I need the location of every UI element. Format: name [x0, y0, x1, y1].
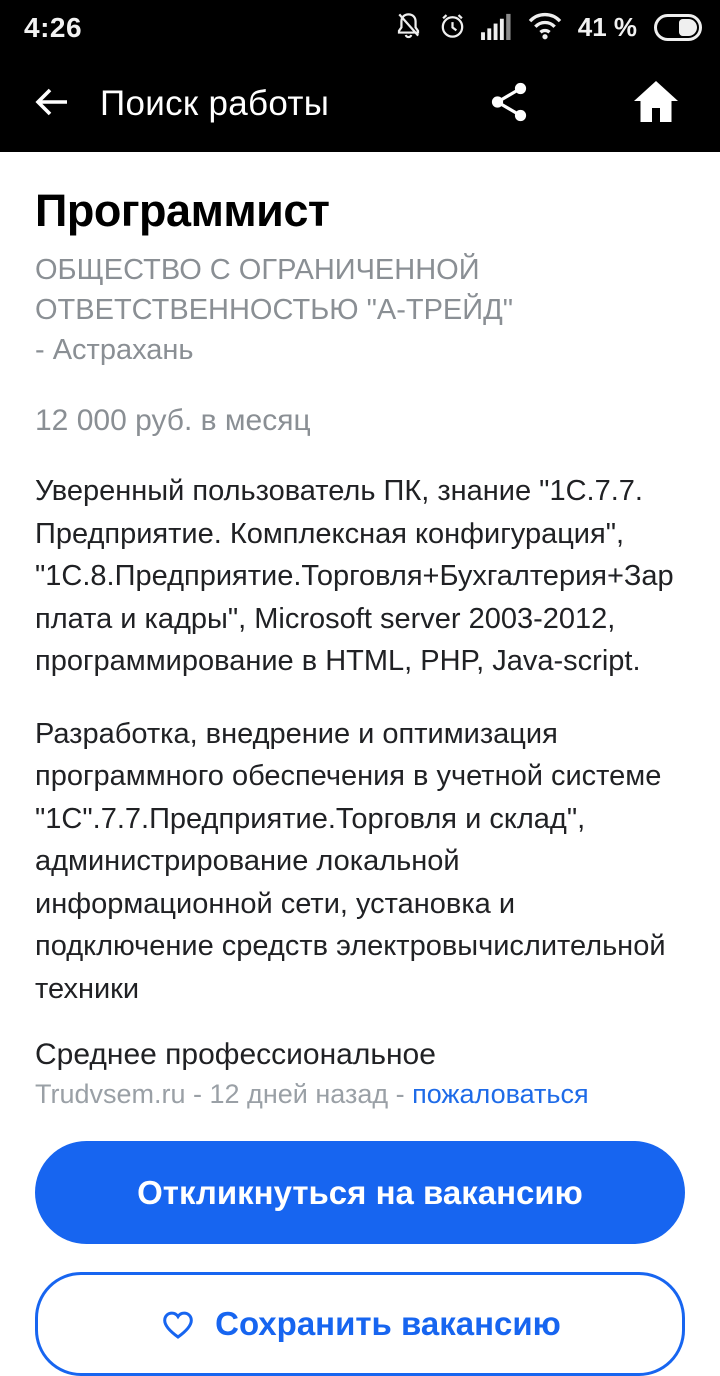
home-button[interactable] — [629, 75, 683, 132]
share-icon — [486, 79, 532, 128]
report-link[interactable]: пожаловаться — [412, 1079, 589, 1109]
job-description-2: Разработка, внедрение и оптимизация программного обеспечения в учетной системе "1С".7.7.Предприятие.Торговля и склад", администрирование локальной информационной сети, установка и подключение средств электровычислительной техники — [35, 717, 666, 1005]
status-bar — [0, 0, 720, 55]
education-level: Среднее профессиональное — [35, 1038, 436, 1071]
app-bar — [0, 55, 720, 152]
job-salary: 12 000 руб. в месяц — [35, 404, 311, 437]
save-button-label: Сохранить вакансию — [215, 1305, 561, 1342]
source-meta: Trudvsem.ru - 12 дней назад - — [35, 1079, 413, 1109]
company-name: ОБЩЕСТВО С ОГРАНИЧЕННОЙ ОТВЕТСТВЕННОСТЬЮ "А-ТРЕЙД" — [35, 254, 514, 326]
job-description-1: Уверенный пользователь ПК, знание "1С.7.7. Предприятие. Комплексная конфигурация", "1С.8.Предприятие.Торговля+Бухгалтерия+Зарплата и кадры", Microsoft server 2003-2012, программирование в HTML, PHP, Java-script. — [35, 475, 674, 677]
clock-text: 4:26 — [24, 11, 83, 43]
back-arrow-icon — [28, 79, 74, 128]
job-title: Программист — [35, 185, 330, 236]
job-location: - Астрахань — [35, 334, 194, 366]
share-button[interactable] — [486, 79, 532, 128]
back-button[interactable] — [28, 79, 74, 128]
heart-icon — [159, 1305, 197, 1343]
signal-strength-icon — [481, 11, 514, 45]
home-icon — [629, 75, 683, 132]
notifications-muted-icon — [393, 10, 424, 46]
battery-percent-text: 41 % — [577, 12, 637, 42]
page-title: Поиск работы — [100, 83, 330, 123]
job-details — [0, 186, 720, 1376]
apply-button[interactable]: Откликнуться на вакансию — [35, 1141, 685, 1244]
status-icons — [393, 10, 702, 46]
source-line — [35, 1079, 685, 1109]
wifi-icon — [527, 11, 563, 45]
alarm-icon — [437, 10, 468, 46]
battery-icon — [654, 14, 702, 41]
save-button[interactable] — [35, 1272, 685, 1376]
